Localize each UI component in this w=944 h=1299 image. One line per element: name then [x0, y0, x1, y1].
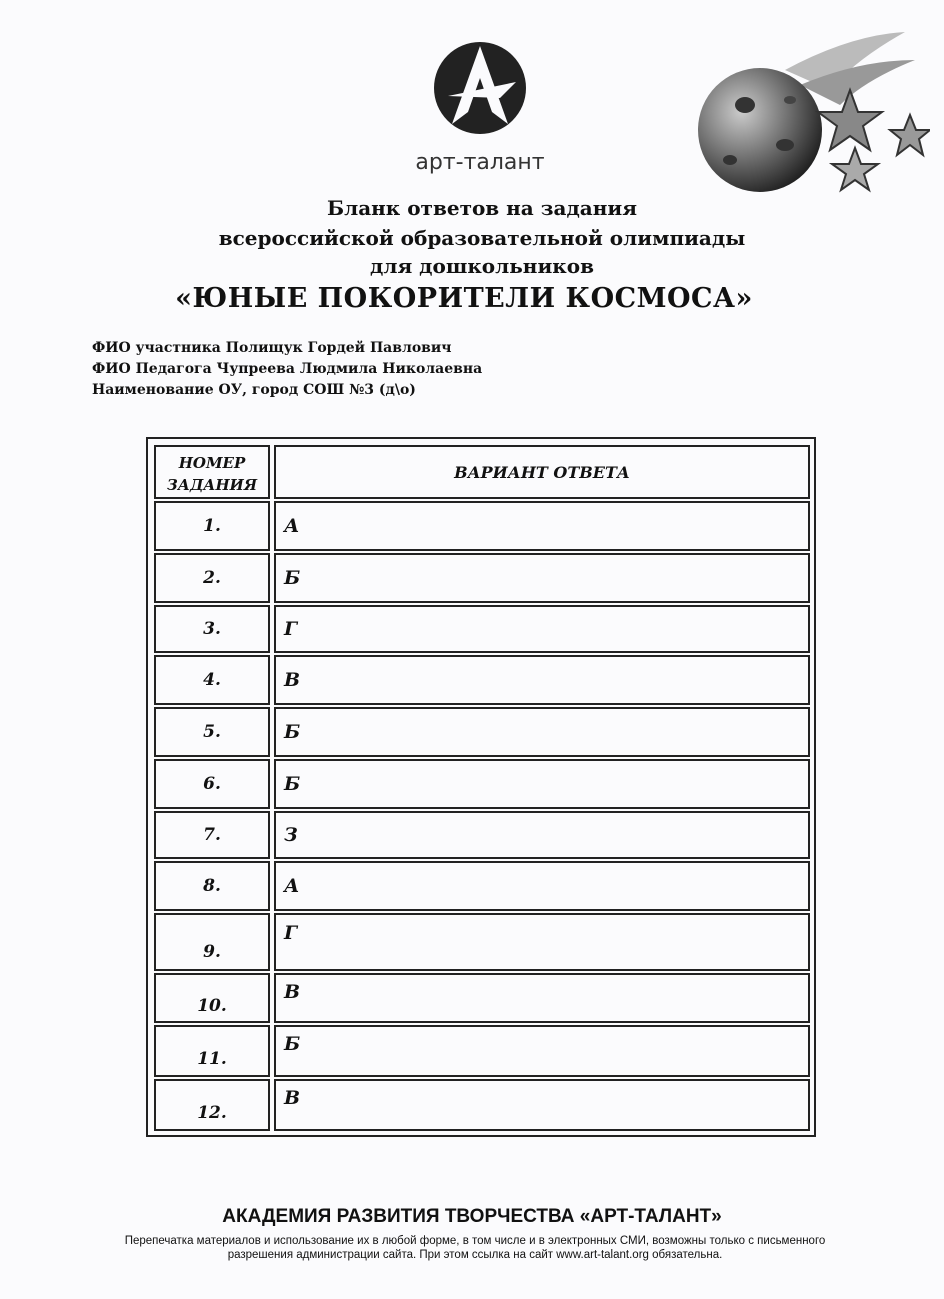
- header-answer-variant: ВАРИАНТ ОТВЕТА: [274, 445, 810, 499]
- task-number: 10.: [154, 973, 270, 1023]
- teacher-name: ФИО Педагога Чупреева Людмила Николаевна: [92, 361, 483, 377]
- answer-cell[interactable]: В: [274, 1079, 810, 1131]
- answer-cell[interactable]: В: [274, 973, 810, 1023]
- answer-cell[interactable]: А: [274, 861, 810, 911]
- task-number: 12.: [154, 1079, 270, 1131]
- task-number: 5.: [154, 707, 270, 757]
- header-task-number: [154, 445, 270, 499]
- task-number: 6.: [154, 759, 270, 809]
- task-number: 2.: [154, 553, 270, 603]
- header-number-line-1: НОМЕР: [178, 454, 246, 472]
- planet-stars-illustration-icon: [690, 30, 930, 220]
- answer-cell[interactable]: Б: [274, 1025, 810, 1077]
- answer-cell[interactable]: А: [274, 501, 810, 551]
- answer-cell[interactable]: Б: [274, 759, 810, 809]
- answer-cell[interactable]: Г: [274, 913, 810, 971]
- answer-cell[interactable]: З: [274, 811, 810, 859]
- school-name: Наименование ОУ, город СОШ №3 (д\о): [92, 382, 416, 398]
- task-number: 1.: [154, 501, 270, 551]
- form-title-line-1: Бланк ответов на задания: [327, 196, 637, 220]
- task-number: 11.: [154, 1025, 270, 1077]
- task-number: 9.: [154, 913, 270, 971]
- task-number: 7.: [154, 811, 270, 859]
- form-title-line-2: всероссийской образовательной олимпиады: [218, 226, 746, 250]
- art-talant-logo-icon: [430, 38, 530, 138]
- task-number: 4.: [154, 655, 270, 705]
- answer-cell[interactable]: В: [274, 655, 810, 705]
- footer-notice: Перепечатка материалов и использование их в любой форме, в том числе и в электронных СМИ, возможны только с письменного разрешения администрации сайта. При этом ссылка на сайт www.art-talant.org обязательна.: [124, 1235, 826, 1261]
- answer-cell[interactable]: Г: [274, 605, 810, 653]
- task-number: 3.: [154, 605, 270, 653]
- participant-name: ФИО участника Полищук Гордей Павлович: [92, 340, 452, 356]
- task-number: 8.: [154, 861, 270, 911]
- answers-table: [146, 437, 816, 1137]
- answer-cell[interactable]: Б: [274, 707, 810, 757]
- logo-text: арт-талант: [415, 150, 545, 175]
- answer-cell[interactable]: Б: [274, 553, 810, 603]
- olympiad-name: «ЮНЫЕ ПОКОРИТЕЛИ КОСМОСА»: [175, 283, 753, 314]
- footer-academy: АКАДЕМИЯ РАЗВИТИЯ ТВОРЧЕСТВА «АРТ-ТАЛАНТ»: [222, 1206, 722, 1227]
- header-number-line-2: ЗАДАНИЯ: [166, 476, 258, 494]
- form-title-line-3: для дошкольников: [370, 254, 594, 278]
